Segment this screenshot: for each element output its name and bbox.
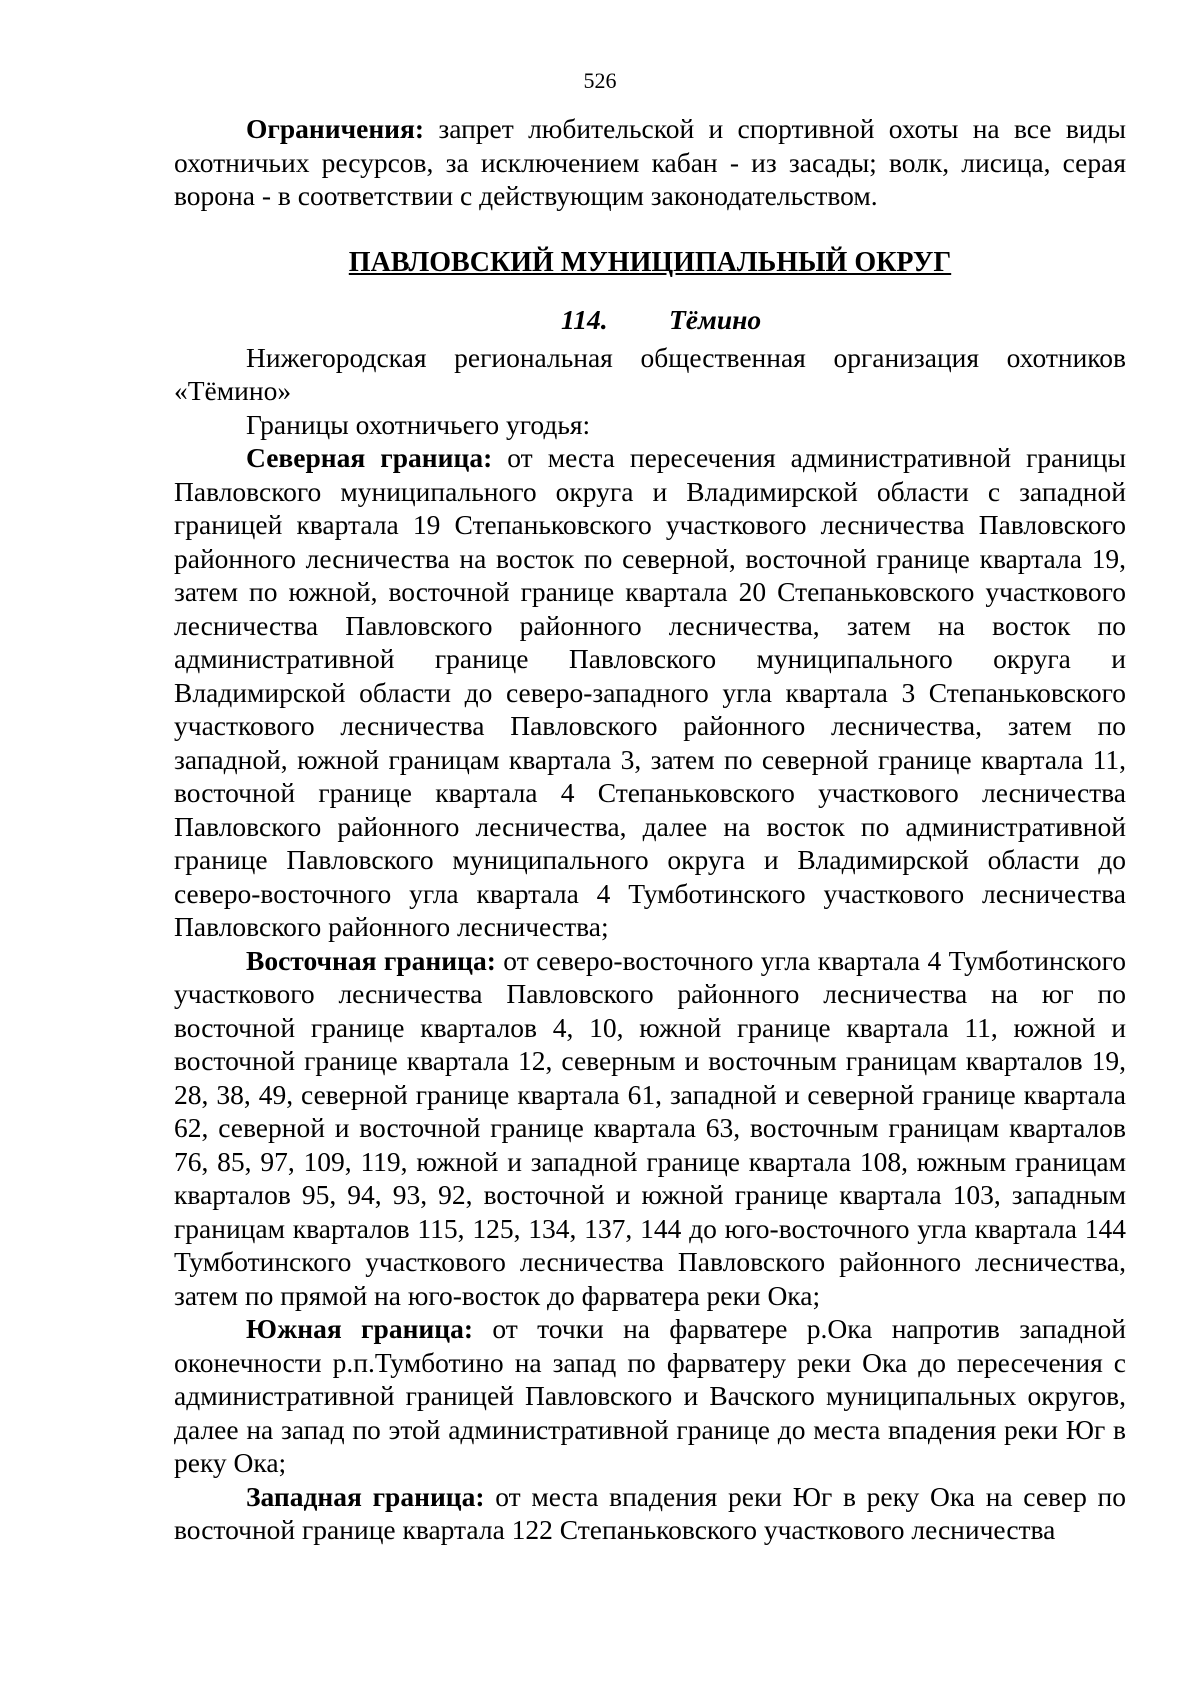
document-body [174,112,1126,1547]
restrictions-label: Ограничения: [246,113,425,144]
page-number: 526 [583,68,617,93]
north-boundary-paragraph [174,441,1126,944]
entry-name: Тёмино [669,304,762,335]
boundaries-intro: Границы охотничьего угодья: [246,408,591,440]
north-boundary-label: Северная граница: [246,442,493,473]
east-boundary-label: Восточная граница: [246,944,496,976]
restrictions-paragraph [174,112,1126,213]
east-boundary-paragraph [174,944,1126,1313]
organization-paragraph: Нижегородская региональная общественная организация охотников «Тёмино» [174,341,1126,406]
entry-title [561,303,1126,337]
south-boundary-paragraph [174,1312,1126,1480]
west-boundary-text: от места впадения реки Юг в реку Ока на север по восточной границе квартала 122 Степаньковского участкового лесничества [174,1480,1126,1545]
restrictions-text: запрет любительской и спортивной охоты на все виды охотничьих ресурсов, за исключением кабан - из засады; волк, лисица, серая ворона - в соответствии с действующим законодательством. [174,113,1126,211]
south-boundary-text: от точки на фарватере р.Ока напротив западной оконечности р.п.Тумботино на запад по фарватеру реки Ока до пересечения с административной границей Павловского и Вачского муниципальных округов, далее на запад по этой административной границе до места впадения реки Юг в реку Ока; [174,1313,1126,1478]
north-boundary-text: от места пересечения административной границы Павловского муниципального округа и Владимирской области с западной границей квартала 19 Степаньковского участкового лесничества Павловского районного лесничества на восток по северной, восточной границе квартала 19, затем по южной, восточной границе квартала 20 Степаньковского участкового лесничества Павловского районного лесничества, затем на восток по административной границе Павловского муниципального округа и Владимирской области до северо-западного угла квартала 3 Степаньковского участкового лесничества Павловского районного лесничества, затем по западной, южной границам квартала 3, затем по северной границе квартала 11, восточной границе квартала 4 Степаньковского участкового лесничества Павловского районного лесничества, далее на восток по административной границе Павловского муниципального округа и Владимирской области до северо-восточного угла квартала 4 Тумботинского участкового лесничества Павловского районного лесничества; [174,442,1126,942]
west-boundary-paragraph [174,1480,1126,1547]
entry-number: 114. [561,304,608,335]
south-boundary-label: Южная граница: [246,1313,474,1344]
district-heading: ПАВЛОВСКИЙ МУНИЦИПАЛЬНЫЙ ОКРУГ [348,246,952,278]
west-boundary-label: Западная граница: [246,1480,485,1512]
east-boundary-text: от северо-восточного угла квартала 4 Тумботинского участкового лесничества Павловского районного лесничества на юг по восточной границе кварталов 4, 10, южной границе квартала 11, южной и восточной границе квартала 12, северным и восточным границам кварталов 19, 28, 38, 49, северной границе квартала 61, западной и северной границе квартала 62, северной и восточной границе квартала 63, восточным границам кварталов 76, 85, 97, 109, 119, южной и западной границе квартала 108, южным границам кварталов 95, 94, 93, 92, восточной и южной границе квартала 103, западным границам кварталов 115, 125, 134, 137, 144 до юго-восточного угла квартала 144 Тумботинского участкового лесничества Павловского районного лесничества, затем по прямой на юго-восток до фарватера реки Ока; [174,944,1126,1311]
